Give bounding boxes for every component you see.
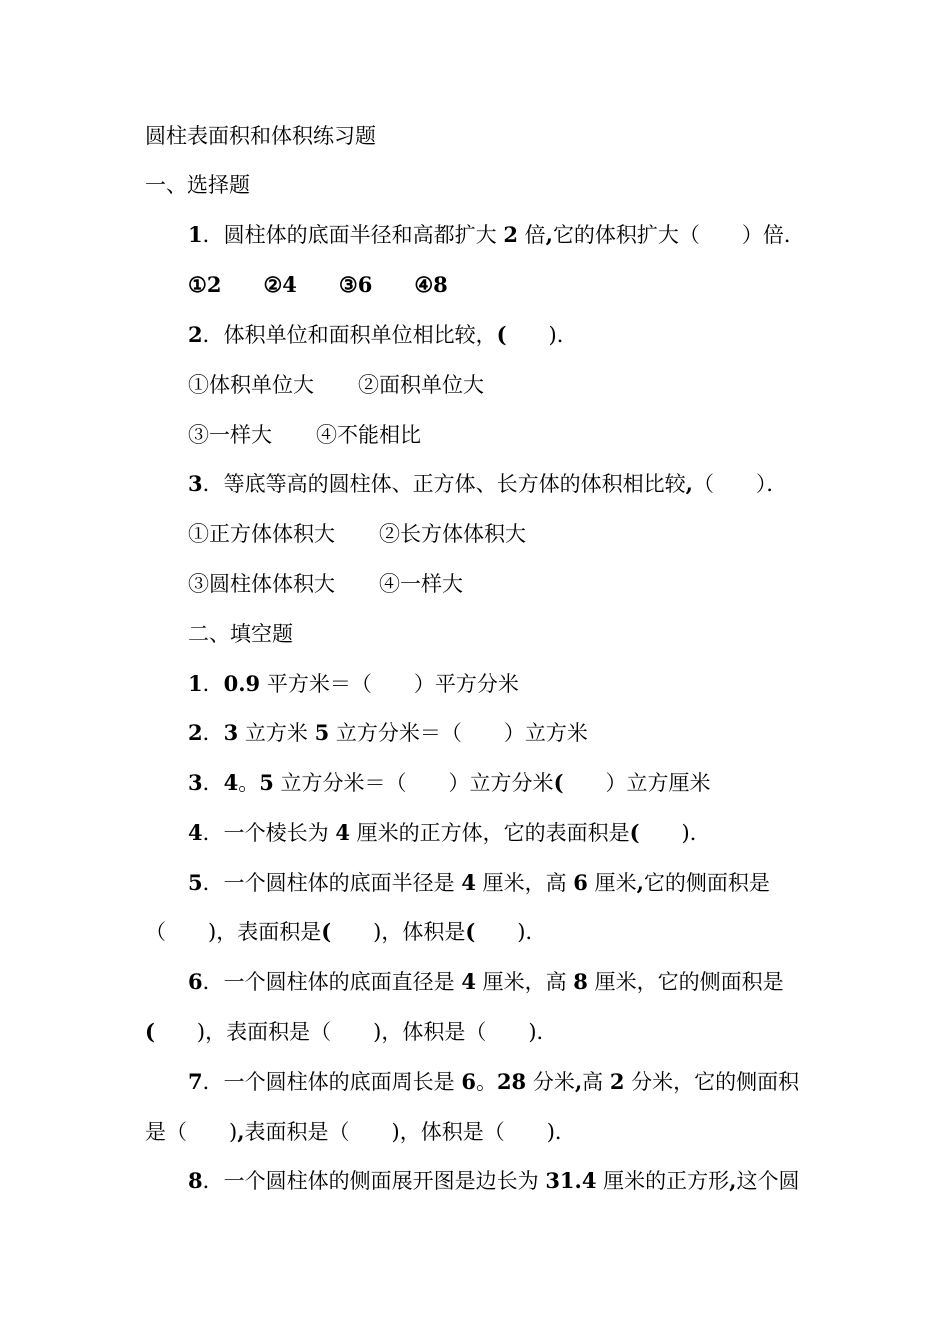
question-text: 。 (475, 1070, 497, 1094)
question-number: 8 (188, 1168, 203, 1193)
question-text: ． (202, 672, 224, 696)
fill-question-4 (188, 819, 711, 847)
question-1 (188, 221, 805, 249)
option: ②4 (263, 272, 297, 297)
question-3 (188, 470, 787, 498)
number: 2 (609, 1069, 625, 1094)
section-heading-choice: 一、选择题 (145, 173, 250, 197)
number: 3 (223, 720, 239, 745)
question-text: ．一个圆柱体的底面直径是 (202, 970, 462, 994)
question-text: 分米 (526, 1070, 575, 1094)
question-text: ．一个棱长为 (202, 821, 336, 845)
question-number: 1 (188, 222, 203, 247)
question-text: ．等底等高的圆柱体、正方体、长方体的体积相比较 (202, 472, 686, 496)
number: 5 (259, 770, 274, 795)
question-number: 4 (188, 820, 203, 845)
number: 4 (223, 770, 239, 795)
question-text: 倍 (524, 223, 546, 247)
option: ④8 (414, 272, 448, 297)
option: ③圆柱体体积大 (188, 572, 335, 596)
question-text: ．体积单位和面积单位相比较， (202, 323, 497, 347)
punctuation: , (574, 1069, 583, 1094)
option: ①体积单位大 (188, 373, 314, 397)
number: 6 (461, 1069, 476, 1094)
question-number: 2 (188, 322, 203, 347)
question-text: ． (202, 771, 224, 795)
question-2-options (188, 421, 421, 449)
question-text: )，表面积是（ )，体积是（ )． (154, 1020, 558, 1044)
question-text: 立方分米＝（ ）立方米 (329, 721, 588, 745)
option: ④一样大 (379, 572, 463, 596)
question-text: )，体积是 (331, 920, 466, 944)
punctuation: , (729, 1168, 737, 1193)
option: ③6 (338, 272, 373, 297)
punctuation: ( (629, 820, 640, 845)
question-text: ．一个圆柱体的底面周长是 (202, 1070, 462, 1094)
number: 2 (503, 222, 518, 247)
fill-question-2 (188, 719, 588, 747)
question-text: 这个圆 (736, 1169, 800, 1193)
option: ①2 (188, 272, 222, 297)
question-text: 平方米＝（ ）平方分米 (260, 672, 519, 696)
fill-question-7-cont (145, 1118, 576, 1146)
question-text: 厘米，高 (475, 970, 574, 994)
option: ③一样大 (188, 423, 272, 447)
section-heading-fill: 二、填空题 (188, 622, 293, 646)
fill-question-5 (188, 869, 770, 897)
option: ②面积单位大 (358, 373, 484, 397)
question-1-options (188, 271, 448, 299)
question-text: 厘米，高 (475, 871, 574, 895)
number: 4 (461, 870, 476, 895)
option: ②长方体体积大 (379, 522, 526, 546)
question-text: 分米，它的侧面积 (624, 1070, 800, 1094)
fill-question-8 (188, 1167, 799, 1195)
fill-question-1 (188, 670, 519, 698)
number: 0.9 (223, 671, 261, 696)
number: 28 (496, 1069, 527, 1094)
question-text: 它的侧面积是 (643, 871, 770, 895)
question-text: ．一个圆柱体的侧面展开图是边长为 (202, 1169, 546, 1193)
page-title: 圆柱表面积和体积练习题 (145, 124, 376, 148)
question-number: 6 (188, 969, 203, 994)
question-number: 1 (188, 671, 203, 696)
question-text: 厘米，它的侧面积是 (587, 970, 784, 994)
fill-question-7 (188, 1068, 799, 1096)
question-text: 立方分米＝（ ）立方分米 (273, 771, 554, 795)
question-text: 是（ ) (145, 1120, 238, 1144)
question-text: )． (506, 323, 578, 347)
number: 8 (573, 969, 588, 994)
question-text: 厘米的正方形 (596, 1169, 730, 1193)
fill-question-6 (188, 968, 784, 996)
question-text: )． (475, 920, 547, 944)
fill-question-3 (188, 769, 711, 797)
number: 5 (314, 720, 330, 745)
question-number: 5 (188, 870, 203, 895)
question-text: （ )，表面积是 (145, 920, 322, 944)
number: 4 (335, 820, 350, 845)
question-text: ． (202, 721, 224, 745)
punctuation: ( (321, 919, 332, 944)
punctuation: , (685, 471, 693, 496)
option: ①正方体体积大 (188, 522, 335, 546)
question-text: ．一个圆柱体的底面半径是 (202, 871, 462, 895)
question-number: 3 (188, 471, 203, 496)
question-2 (188, 321, 578, 349)
punctuation: ( (496, 322, 507, 347)
question-3-options (188, 570, 463, 598)
question-text: 厘米 (587, 871, 637, 895)
question-text: 高 (582, 1070, 610, 1094)
question-number: 3 (188, 770, 203, 795)
number: 31.4 (545, 1168, 597, 1193)
number: 4 (461, 969, 476, 994)
question-text: 。 (238, 771, 260, 795)
question-text: ．圆柱体的底面半径和高都扩大 (202, 223, 497, 247)
punctuation: , (636, 870, 644, 895)
punctuation: ( (465, 919, 476, 944)
option: ④不能相比 (316, 423, 421, 447)
question-text: 厘米的正方体，它的表面积是 (349, 821, 630, 845)
question-2-options (188, 371, 484, 399)
question-text: ）立方厘米 (563, 771, 711, 795)
number: 6 (573, 870, 588, 895)
question-text: 表面积是（ )，体积是（ )． (244, 1120, 576, 1144)
question-text: )． (639, 821, 711, 845)
punctuation: ( (553, 770, 564, 795)
question-3-options (188, 520, 526, 548)
punctuation: ( (145, 1019, 155, 1044)
question-number: 7 (188, 1069, 203, 1094)
punctuation: , (545, 222, 553, 247)
question-text: 立方米 (238, 721, 315, 745)
fill-question-5-cont (145, 918, 546, 946)
question-number: 2 (188, 720, 203, 745)
question-text: 它的体积扩大（ ）倍． (552, 223, 805, 247)
fill-question-6-cont (145, 1018, 558, 1046)
question-text: （ ）． (692, 472, 788, 496)
punctuation: , (237, 1119, 245, 1144)
